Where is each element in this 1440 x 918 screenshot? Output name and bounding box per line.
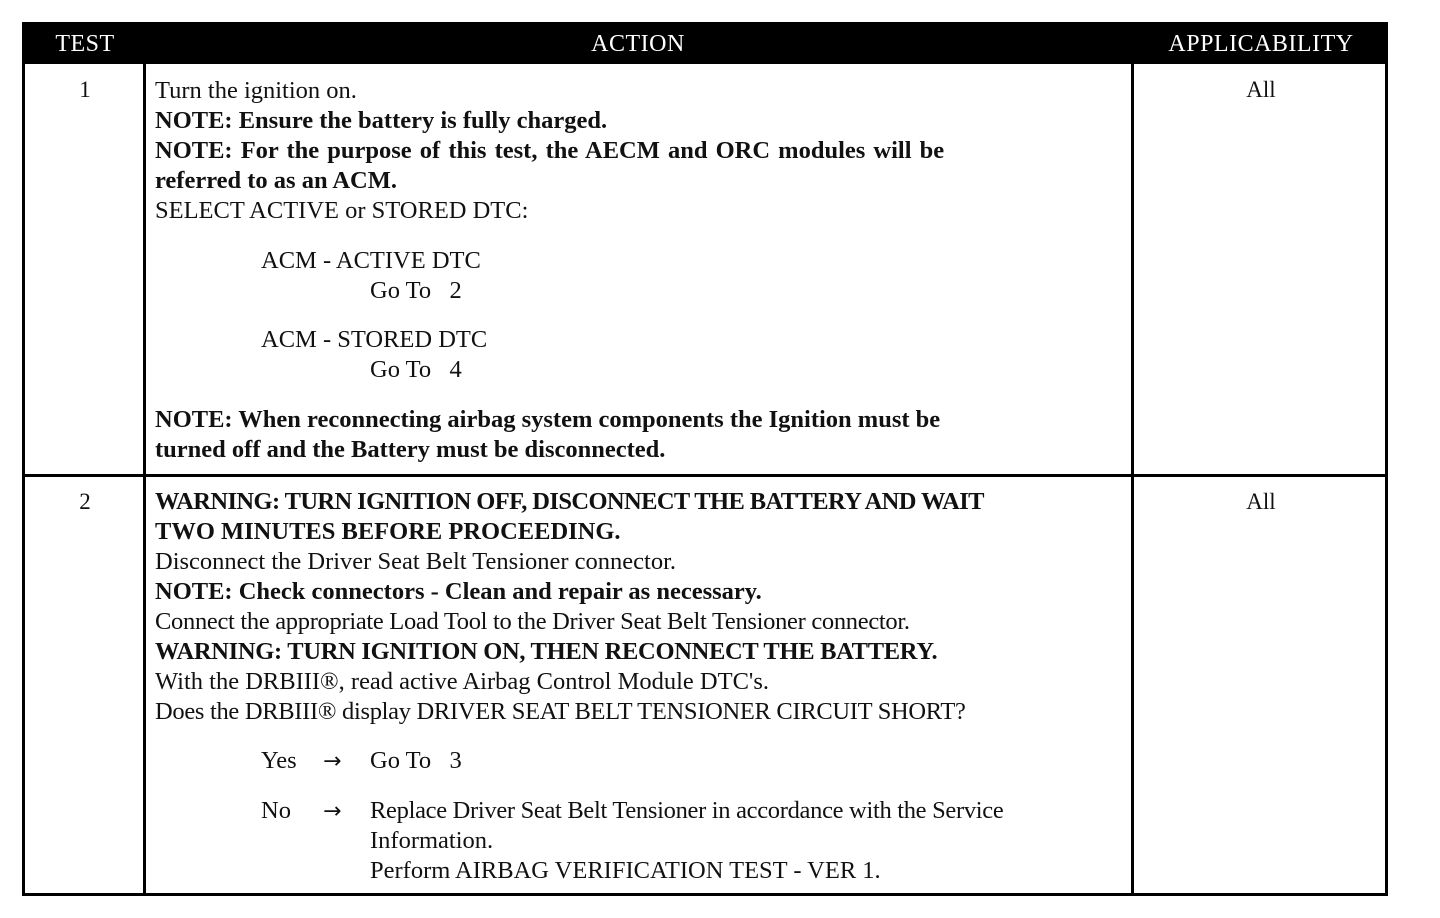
goto-text: Go To 3 [370, 747, 462, 774]
note-text: turned off and the Battery must be disconnected. [155, 436, 666, 463]
answer-yes: Yes [261, 747, 297, 774]
diagnostic-table [22, 22, 1388, 896]
action-text: Disconnect the Driver Seat Belt Tensioner connector. [155, 548, 677, 575]
arrow-icon: → [323, 799, 342, 824]
action-text: SELECT ACTIVE or STORED DTC: [155, 197, 529, 224]
column-divider [143, 64, 146, 893]
action-text: Connect the appropriate Load Tool to the Driver Seat Belt Tensioner connector. [155, 608, 910, 635]
applicability-value: All [1246, 77, 1276, 102]
test-number: 2 [79, 489, 91, 514]
warning-text: WARNING: TURN IGNITION ON, THEN RECONNECT THE BATTERY. [155, 638, 938, 665]
note-text: NOTE: Ensure the battery is fully charged. [155, 107, 608, 134]
arrow-icon: → [323, 749, 342, 774]
answer-no: No [261, 797, 291, 824]
header-test: TEST [55, 31, 115, 57]
goto-text: Go To 4 [370, 356, 462, 383]
action-text: Turn the ignition on. [155, 77, 357, 104]
row-divider [25, 474, 1385, 477]
goto-text: Go To 2 [370, 277, 462, 304]
applicability-value: All [1246, 489, 1276, 514]
column-divider [1131, 64, 1134, 893]
remedy-text: Perform AIRBAG VERIFICATION TEST - VER 1. [370, 857, 881, 884]
note-text: NOTE: For the purpose of this test, the AECM and ORC modules will be [155, 137, 945, 164]
warning-text: WARNING: TURN IGNITION OFF, DISCONNECT THE BATTERY AND WAIT [155, 488, 984, 515]
table-header [25, 25, 1385, 64]
question-text: Does the DRBIII® display DRIVER SEAT BELT TENSIONER CIRCUIT SHORT? [155, 698, 966, 725]
remedy-text: Information. [370, 827, 494, 854]
warning-text: TWO MINUTES BEFORE PROCEEDING. [155, 518, 621, 545]
remedy-text: Replace Driver Seat Belt Tensioner in accordance with the Service [370, 797, 1004, 824]
option-label: ACM - ACTIVE DTC [261, 247, 481, 274]
note-text: NOTE: Check connectors - Clean and repair as necessary. [155, 578, 762, 605]
test-number: 1 [79, 77, 91, 102]
note-text: NOTE: When reconnecting airbag system components the Ignition must be [155, 406, 941, 433]
header-action: ACTION [591, 31, 685, 57]
note-text: referred to as an ACM. [155, 167, 397, 194]
header-applicability: APPLICABILITY [1168, 31, 1354, 57]
option-label: ACM - STORED DTC [261, 326, 488, 353]
action-text: With the DRBIII®, read active Airbag Control Module DTC's. [155, 668, 770, 695]
